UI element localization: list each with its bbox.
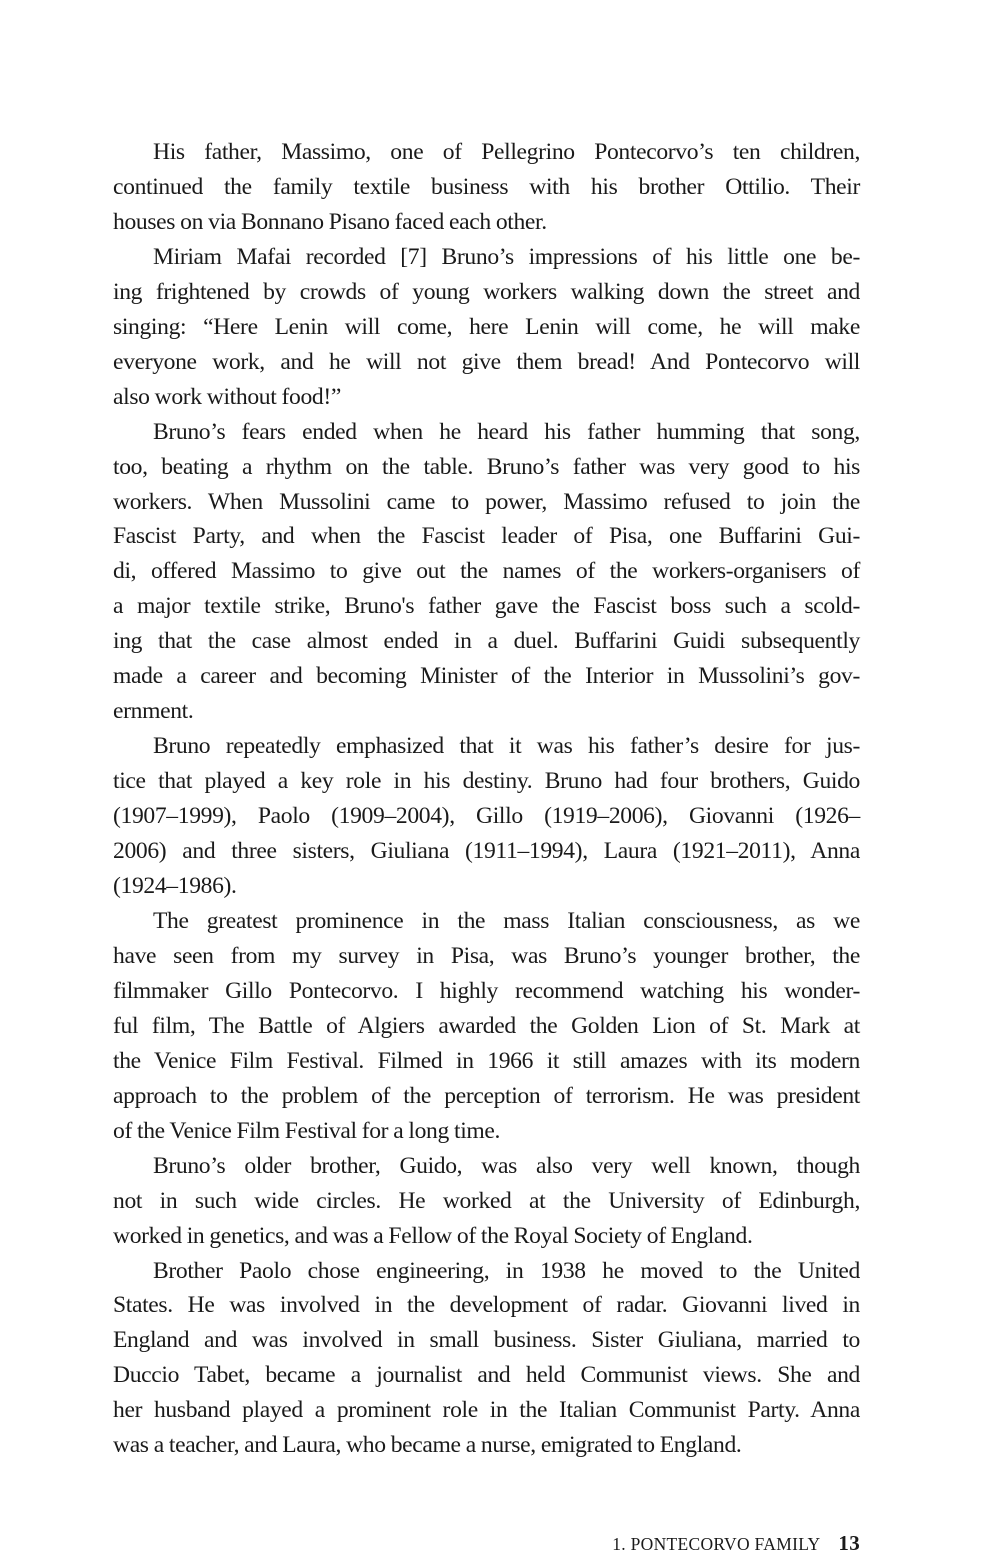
text-line: ernment. xyxy=(113,698,194,725)
text-line: His father, Massimo, one of Pellegrino Pontecorvo’s ten children, xyxy=(153,139,860,165)
body-text xyxy=(113,135,860,1463)
running-footer xyxy=(113,1531,860,1556)
text-line: Bruno’s older brother, Guido, was also very well known, though xyxy=(153,1152,860,1179)
text-line: also work without food!” xyxy=(113,383,341,410)
text-line: her husband played a prominent role in the Italian Communist Party. Anna xyxy=(113,1397,860,1424)
page-content xyxy=(113,135,860,1556)
text-line: of the Venice Film Festival for a long time. xyxy=(113,1117,501,1144)
text-line: everyone work, and he will not give them bread! And Pontecorvo will xyxy=(113,348,860,375)
text-line: too, beating a rhythm on the table. Bruno’s father was very good to his xyxy=(113,453,860,480)
text-line: have seen from my survey in Pisa, was Bruno’s younger brother, the xyxy=(113,942,860,969)
text-line: a major textile strike, Bruno's father gave the Fascist boss such a scold- xyxy=(113,593,860,620)
text-line: The greatest prominence in the mass Italian consciousness, as we xyxy=(153,907,860,934)
text-line: made a career and becoming Minister of the Interior in Mussolini’s gov- xyxy=(113,663,860,690)
text-line: Bruno’s fears ended when he heard his father humming that song, xyxy=(153,418,860,445)
text-line: worked in genetics, and was a Fellow of the Royal Society of England. xyxy=(113,1222,753,1249)
text-line: 2006) and three sisters, Giuliana (1911–1994), Laura (1921–2011), Anna xyxy=(113,838,860,865)
text-line: continued the family textile business with his brother Ottilio. Their xyxy=(113,173,860,200)
text-line: the Venice Film Festival. Filmed in 1966 it still amazes with its modern xyxy=(113,1047,860,1074)
text-line: Bruno repeatedly emphasized that it was his father’s desire for jus- xyxy=(153,733,860,760)
text-line: States. He was involved in the development of radar. Giovanni lived in xyxy=(113,1292,860,1319)
paragraph xyxy=(113,415,860,730)
text-line: Fascist Party, and when the Fascist leader of Pisa, one Buffarini Gui- xyxy=(113,523,860,550)
text-line: not in such wide circles. He worked at the University of Edinburgh, xyxy=(113,1187,860,1214)
page-number: 13 xyxy=(838,1531,860,1556)
text-line: England and was involved in small business. Sister Giuliana, married to xyxy=(113,1327,860,1354)
chapter-title: 1. PONTECORVO FAMILY xyxy=(612,1534,821,1555)
paragraph xyxy=(113,729,860,904)
paragraph xyxy=(113,904,860,1149)
text-line: (1924–1986). xyxy=(113,873,237,900)
paragraph xyxy=(113,1149,860,1254)
text-line: approach to the problem of the perception of terrorism. He was president xyxy=(113,1082,860,1109)
text-line: singing: “Here Lenin will come, here Lenin will come, he will make xyxy=(113,313,860,340)
text-line: was a teacher, and Laura, who became a nurse, emigrated to England. xyxy=(113,1432,742,1459)
text-line: workers. When Mussolini came to power, Massimo refused to join the xyxy=(113,488,860,515)
paragraph xyxy=(113,240,860,415)
text-line: houses on via Bonnano Pisano faced each other. xyxy=(113,208,547,235)
text-line: di, offered Massimo to give out the names of the workers-organisers of xyxy=(113,558,860,585)
text-line: Miriam Mafai recorded [7] Bruno’s impressions of his little one be- xyxy=(153,243,860,270)
paragraph xyxy=(113,135,860,240)
text-line: ing that the case almost ended in a duel. Buffarini Guidi subsequently xyxy=(113,628,860,655)
text-line: tice that played a key role in his destiny. Bruno had four brothers, Guido xyxy=(113,768,860,795)
text-line: (1907–1999), Paolo (1909–2004), Gillo (1919–2006), Giovanni (1926– xyxy=(113,803,860,830)
text-line: filmmaker Gillo Pontecorvo. I highly recommend watching his wonder- xyxy=(113,977,860,1004)
text-line: Brother Paolo chose engineering, in 1938 he moved to the United xyxy=(153,1257,860,1284)
paragraph xyxy=(113,1254,860,1464)
text-line: Duccio Tabet, became a journalist and held Communist views. She and xyxy=(113,1362,860,1389)
text-line: ing frightened by crowds of young workers walking down the street and xyxy=(113,278,860,305)
text-line: ful film, The Battle of Algiers awarded the Golden Lion of St. Mark at xyxy=(113,1012,860,1039)
